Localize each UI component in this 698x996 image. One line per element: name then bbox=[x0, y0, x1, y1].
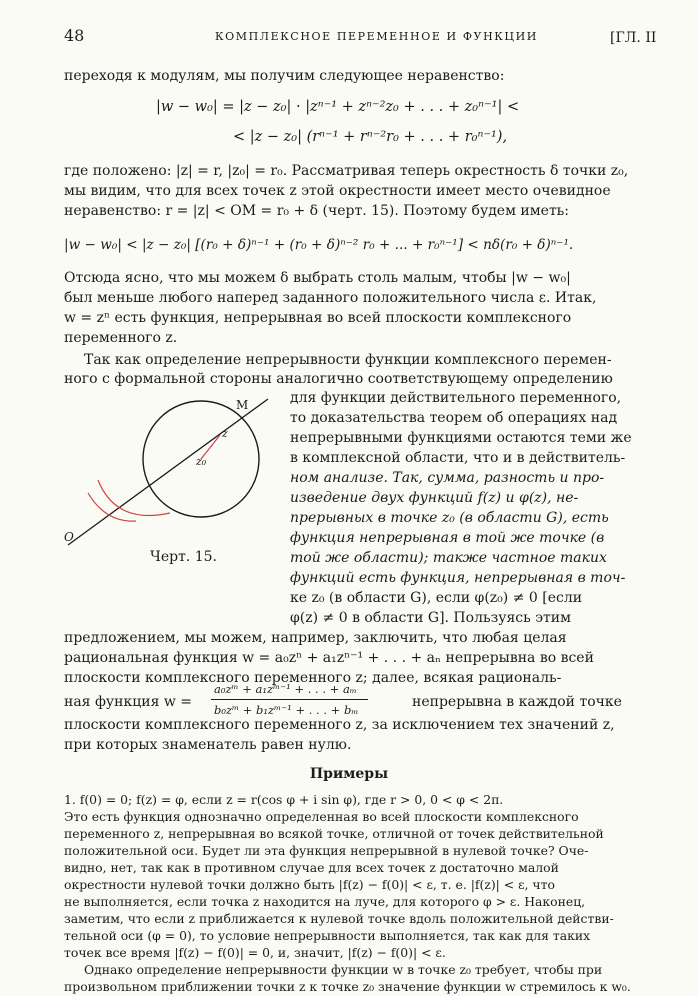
text-line: плоскости комплексного переменного z; далее, всякая рациональ- bbox=[64, 670, 562, 686]
fraction-numerator: a₀zᵐ + a₁zᵐ⁻¹ + . . . + aₘ bbox=[214, 682, 357, 696]
text-line: изведение двух функций f(z) и φ(z), не- bbox=[290, 490, 579, 506]
text-line: при которых знаменатель равен нулю. bbox=[64, 737, 352, 753]
text-line: рациональная функция w = a₀zⁿ + a₁zⁿ⁻¹ + . . . + aₙ непрерывна во всей bbox=[64, 650, 594, 666]
text-line: где положено: |z| = r, |z₀| = r₀. Рассматривая теперь окрестность δ точки z₀, bbox=[64, 163, 629, 179]
text-line: Отсюда ясно, что мы можем δ выбрать столь малым, чтобы |w − w₀| bbox=[64, 270, 571, 286]
text-line: ная функция w = bbox=[64, 694, 193, 710]
running-title: КОМПЛЕКСНОЕ ПЕРЕМЕННОЕ И ФУНКЦИИ bbox=[215, 30, 538, 43]
text-line: то доказательства теорем об операциях над bbox=[290, 410, 618, 426]
example-line: точек все время |f(z) − f(0)| = 0, и, значит, |f(z) − f(0)| < ε. bbox=[64, 945, 446, 960]
text-line: ке z₀ (в области G), если φ(z₀) ≠ 0 [если bbox=[290, 590, 583, 606]
text-line: переходя к модулям, мы получим следующее неравенство: bbox=[64, 68, 505, 84]
text-line: был меньше любого наперед заданного положительного числа ε. Итак, bbox=[64, 290, 597, 306]
figure-caption: Черт. 15. bbox=[150, 549, 217, 565]
label-o: O bbox=[64, 530, 74, 544]
text-line: для функции действительного переменного, bbox=[290, 390, 622, 406]
figure-15-diagram bbox=[58, 385, 278, 555]
label-z: z bbox=[222, 427, 228, 440]
text-line: Так как определение непрерывности функции комплексного перемен- bbox=[84, 352, 612, 368]
example-line: Это есть функция однозначно определенная во всей плоскости комплексного bbox=[64, 809, 579, 824]
text-line: мы видим, что для всех точек z этой окрестности имеет место очевидное bbox=[64, 183, 611, 199]
ray-om bbox=[68, 399, 268, 545]
page-number: 48 bbox=[64, 26, 85, 45]
example-line: видно, нет, так как в противном случае для всех точек z достаточно малой bbox=[64, 860, 559, 875]
formula-line: |w − w₀| = |z − z₀| · |zⁿ⁻¹ + zⁿ⁻²z₀ + . . . + z₀ⁿ⁻¹| < bbox=[156, 99, 520, 115]
text-line: φ(z) ≠ 0 в области G]. Пользуясь этим bbox=[290, 610, 572, 626]
text-line: неравенство: r = |z| < OM = r₀ + δ (черт. 15). Поэтому будем иметь: bbox=[64, 203, 570, 219]
example-line: тельной оси (φ = 0), то условие непрерывности выполняется, так как для таких bbox=[64, 928, 591, 943]
text-line: ном анализе. Так, сумма, разность и про- bbox=[290, 470, 605, 486]
example-line: окрестности нулевой точки должно быть |f(z) − f(0)| < ε, т. е. |f(z)| < ε, что bbox=[64, 877, 555, 892]
example-line: положительной оси. Будет ли эта функция непрерывной в нулевой точке? Оче- bbox=[64, 843, 589, 858]
label-m: M bbox=[236, 398, 249, 412]
example-line: заметим, что если z приближается к нулевой точке вдоль положительной действи- bbox=[64, 911, 614, 926]
example-line: Однако определение непрерывности функции w в точке z₀ требует, чтобы при bbox=[84, 962, 603, 977]
text-line: прерывных в точке z₀ (в области G), есть bbox=[290, 510, 609, 526]
example-line: не выполняется, если точка z находится на луче, для которого φ > ε. Наконец, bbox=[64, 894, 586, 909]
text-line: непрерывна в каждой точке bbox=[412, 694, 622, 710]
fraction-bar bbox=[211, 699, 368, 700]
text-line: той же области); также частное таких bbox=[290, 550, 607, 566]
text-line: функция непрерывная в той же точке (в bbox=[290, 530, 605, 546]
example-line: произвольном приближении точки z к точке z₀ значение функции w стремилось к w₀. bbox=[64, 979, 631, 994]
text-line: предложением, мы можем, например, заключить, что любая целая bbox=[64, 630, 567, 646]
text-line: непрерывными функциями остаются теми же bbox=[290, 430, 632, 446]
text-line: w = zⁿ есть функция, непрерывная во всей плоскости комплексного bbox=[64, 310, 572, 326]
example-line: 1. f(0) = 0; f(z) = φ, если z = r(cos φ + i sin φ), где r > 0, 0 < φ < 2π. bbox=[64, 792, 504, 807]
text-line: плоскости комплексного переменного z, за исключением тех значений z, bbox=[64, 717, 615, 733]
label-z0: z₀ bbox=[196, 455, 207, 468]
formula-line: |w − w₀| < |z − z₀| [(r₀ + δ)ⁿ⁻¹ + (r₀ + δ)ⁿ⁻² r₀ + ... + r₀ⁿ⁻¹] < nδ(r₀ + δ)ⁿ⁻¹. bbox=[64, 237, 574, 253]
chapter-label: [ГЛ. II bbox=[610, 30, 657, 46]
text-line: функций есть функция, непрерывная в точ- bbox=[290, 570, 626, 586]
text-line: переменного z. bbox=[64, 330, 178, 346]
formula-line: < |z − z₀| (rⁿ⁻¹ + rⁿ⁻²r₀ + . . . + r₀ⁿ⁻¹), bbox=[233, 129, 508, 145]
text-line: в комплексной области, что и в действитель- bbox=[290, 450, 626, 466]
section-heading: Примеры bbox=[309, 766, 389, 782]
fraction-denominator: b₀zᵐ + b₁zᵐ⁻¹ + . . . + bₘ bbox=[214, 703, 359, 717]
example-line: переменного z, непрерывная во всякой точке, отличной от точек действительной bbox=[64, 826, 604, 841]
text-line: ного с формальной стороны аналогично соответствующему определению bbox=[64, 371, 613, 387]
